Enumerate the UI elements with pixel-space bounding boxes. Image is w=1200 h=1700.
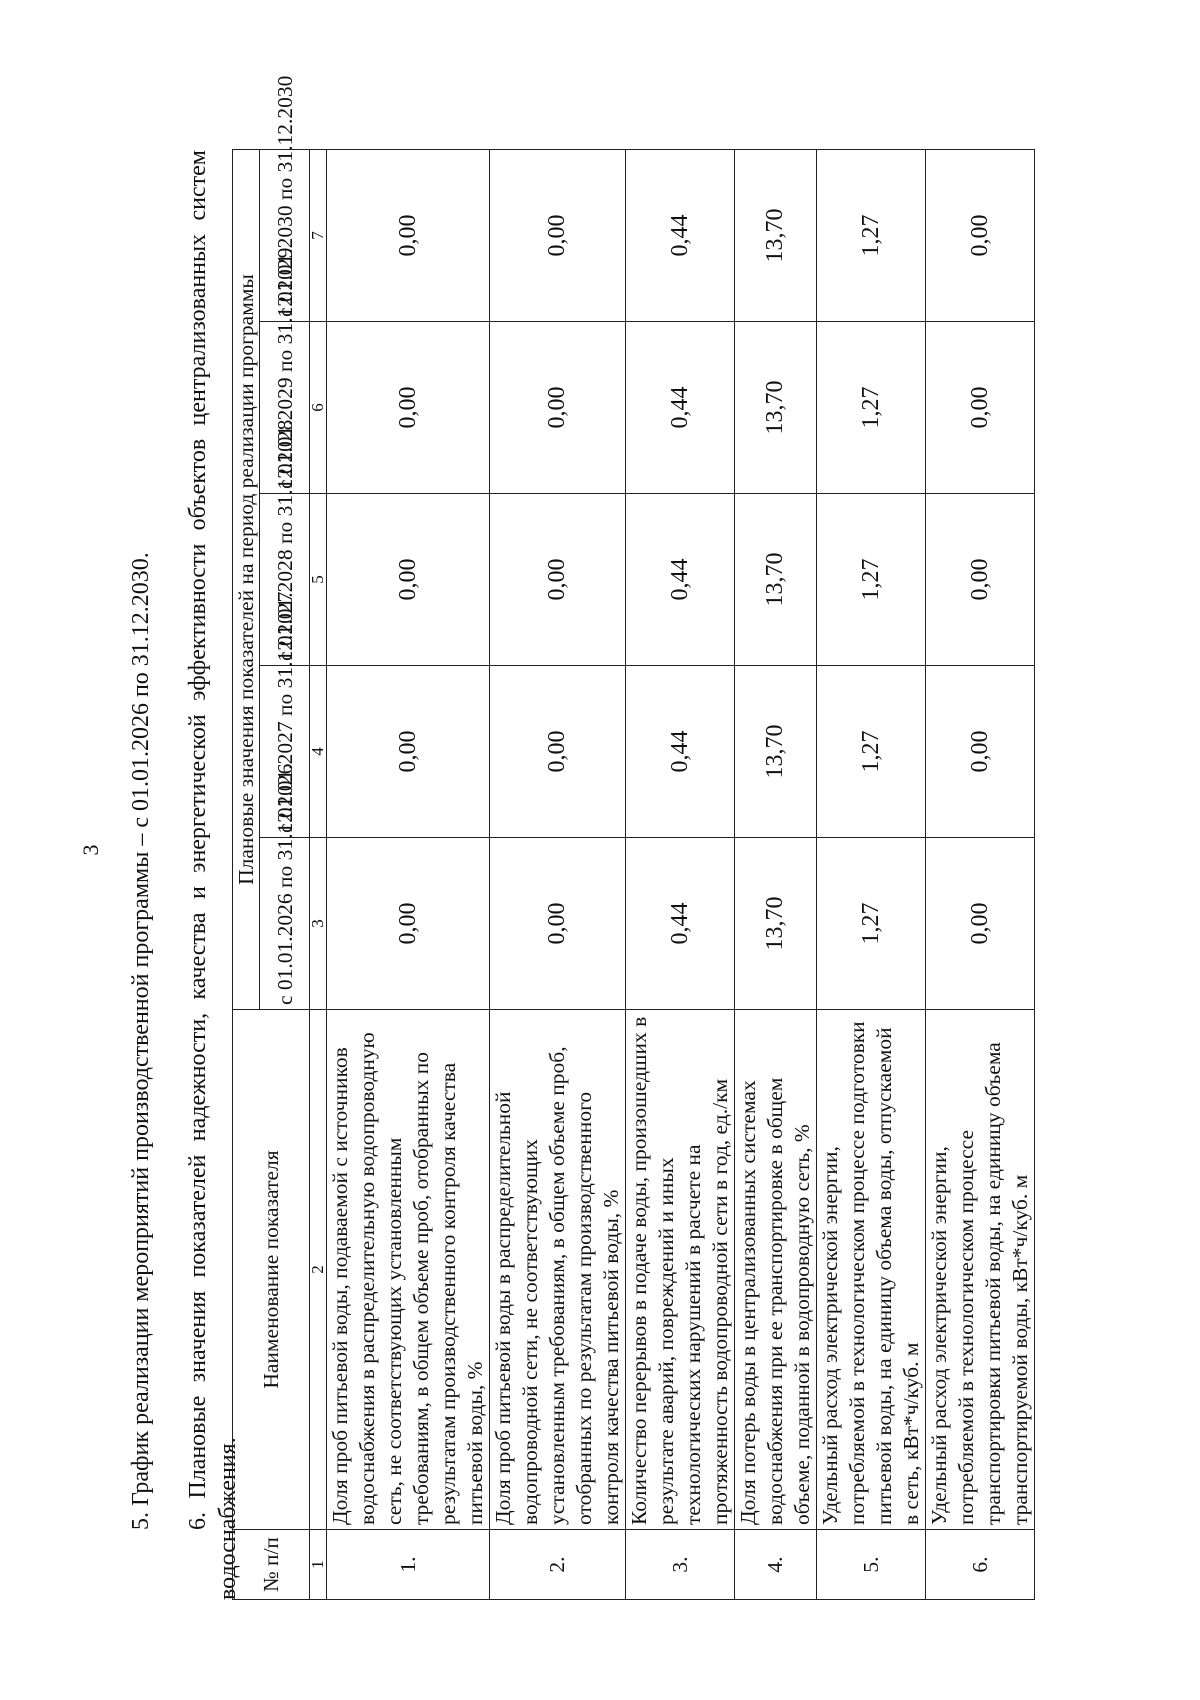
indicator-value: 13,70 — [735, 149, 817, 321]
indicator-value: 0,44 — [626, 322, 735, 494]
indicator-value: 0,00 — [490, 666, 626, 838]
page-number: 3 — [78, 844, 103, 856]
column-index: 4 — [310, 666, 327, 838]
indicator-value: 1,27 — [817, 322, 926, 494]
column-index-row — [310, 149, 327, 1599]
header-row-number: № п/п — [233, 1530, 310, 1600]
indicator-value: 0,44 — [626, 838, 735, 1010]
table-row — [490, 149, 626, 1599]
indicator-value: 0,00 — [926, 322, 1035, 494]
indicator-name: Доля проб питьевой воды, подаваемой с источников водоснабжения в распределительную водопроводную сеть, не соответствующих установленным требованиям, в общем объеме проб, отобранных по результатам производственного контроля качества питьевой воды, % — [327, 1010, 490, 1530]
column-index: 7 — [310, 149, 327, 321]
indicator-value: 0,00 — [490, 322, 626, 494]
indicator-value: 0,00 — [926, 666, 1035, 838]
indicator-value: 0,00 — [327, 494, 490, 666]
indicator-value: 0,00 — [926, 838, 1035, 1010]
period-2030-label: с 01.01.2030 по 31.12.2030 — [272, 75, 297, 317]
table-row — [735, 149, 817, 1599]
indicator-value: 0,00 — [327, 149, 490, 321]
section-5-heading: 5. График реализации мероприятий производственной программы – с 01.01.2026 по 31.12.2030. — [128, 552, 154, 1530]
indicator-value: 1,27 — [817, 838, 926, 1010]
header-indicator-name: Наименование показателя — [233, 1010, 310, 1530]
indicator-value: 0,00 — [926, 149, 1035, 321]
column-index: 3 — [310, 838, 327, 1010]
table-row — [926, 149, 1035, 1599]
indicator-name: Удельный расход электрической энергии, потребляемой в технологическом процессе транспортировки питьевой воды, на единицу объема транспортируемой воды, кВт*ч/куб. м — [926, 1010, 1035, 1530]
indicator-value: 0,00 — [327, 838, 490, 1010]
period-2026-label: с 01.01.2026 по 31.12.2026 — [272, 763, 297, 1005]
column-index: 1 — [310, 1530, 327, 1600]
header-period-2028 — [260, 419, 310, 666]
indicator-value: 0,44 — [626, 666, 735, 838]
period-2029-label: с 01.01.2029 по 31.12.2029 — [272, 247, 297, 489]
column-index: 2 — [310, 1010, 327, 1530]
table-row — [327, 149, 490, 1599]
indicator-value: 0,00 — [490, 494, 626, 666]
column-index: 6 — [310, 322, 327, 494]
indicator-value: 0,00 — [926, 494, 1035, 666]
indicator-value: 0,00 — [490, 838, 626, 1010]
period-2028-label: с 01.01.2028 по 31.12.2028 — [272, 419, 297, 661]
row-number: 5. — [817, 1530, 926, 1600]
header-plan-values-group: Плановые значения показателей на период реализации программы — [233, 149, 260, 1009]
row-number: 1. — [327, 1530, 490, 1600]
indicator-value: 0,44 — [626, 494, 735, 666]
row-number: 3. — [626, 1530, 735, 1600]
header-period-2030 — [260, 75, 310, 321]
column-index: 5 — [310, 494, 327, 666]
table-row — [817, 149, 926, 1599]
period-2027-label: с 01.01.2027 по 31.12.2027 — [272, 591, 297, 833]
indicator-value: 1,27 — [817, 149, 926, 321]
row-number: 2. — [490, 1530, 626, 1600]
indicator-value: 0,00 — [327, 666, 490, 838]
table-row — [626, 149, 735, 1599]
indicator-value: 1,27 — [817, 666, 926, 838]
indicator-name: Количество перерывов в подаче воды, произошедших в результате аварий, повреждений и иных технологических нарушений в расчете на протяженность водопроводной сети в год, ед./км — [626, 1010, 735, 1530]
header-period-2026 — [260, 763, 310, 1010]
indicator-name: Доля потерь воды в централизованных системах водоснабжения при ее транспортировке в общем объеме, поданной в водопроводную сеть, % — [735, 1010, 817, 1530]
header-period-2027 — [260, 591, 310, 838]
indicator-value: 13,70 — [735, 666, 817, 838]
row-number: 4. — [735, 1530, 817, 1600]
indicator-name: Доля проб питьевой воды в распределительной водопроводной сети, не соответствующих установленным требованиям, в общем объеме проб, отобранных по результатам производственного контроля качества питьевой воды, % — [490, 1010, 626, 1530]
indicator-value: 13,70 — [735, 838, 817, 1010]
indicator-value: 0,00 — [327, 322, 490, 494]
indicators-table — [232, 75, 1035, 1600]
header-period-2029 — [260, 247, 310, 494]
indicator-value: 13,70 — [735, 494, 817, 666]
section-6-heading: 6. Плановые значения показателей надежности, качества и энергетической эффективности объектов централизованных систем водоснабжения. — [185, 150, 241, 1600]
indicator-value: 1,27 — [817, 494, 926, 666]
indicator-value: 13,70 — [735, 322, 817, 494]
row-number: 6. — [926, 1530, 1035, 1600]
indicator-name: Удельный расход электрической энергии, потребляемой в технологическом процессе подготовки питьевой воды, на единицу объема воды, отпускаемой в сеть, кВт*ч/куб. м — [817, 1010, 926, 1530]
indicators-table-wrapper — [232, 75, 1035, 1600]
indicator-value: 0,44 — [626, 149, 735, 321]
indicator-value: 0,00 — [490, 149, 626, 321]
